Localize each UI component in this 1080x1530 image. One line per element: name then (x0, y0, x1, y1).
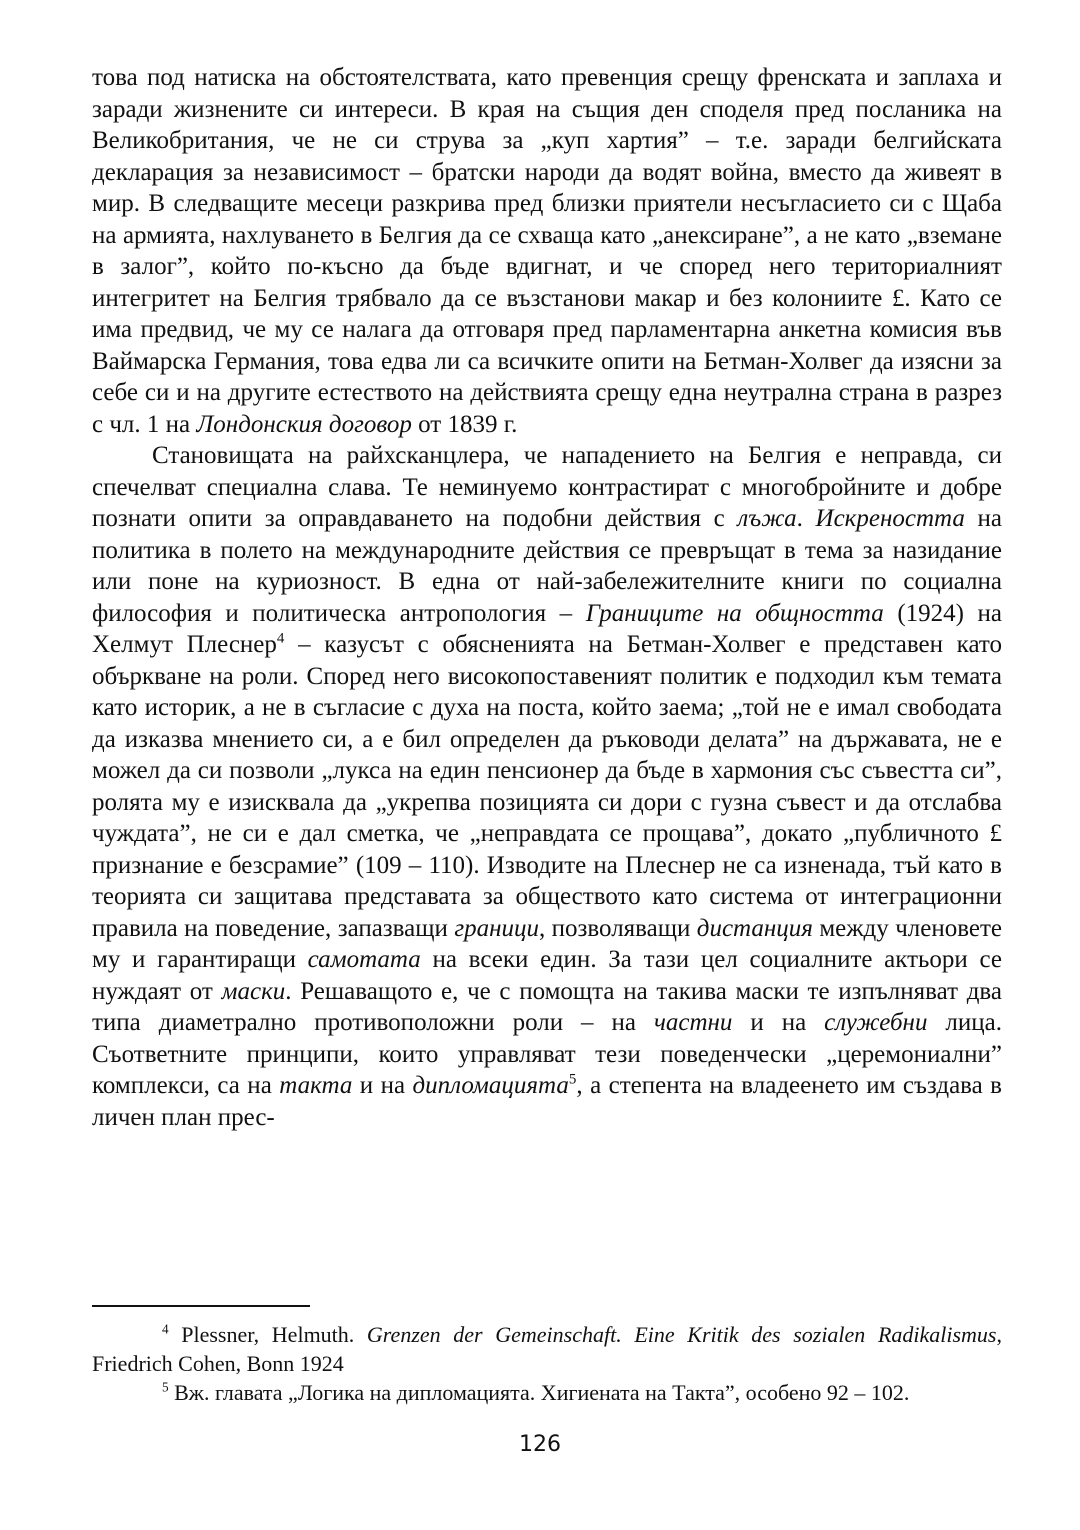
main-text (92, 62, 1002, 1133)
italic-title: Лондонския договор (196, 410, 412, 438)
footnote-ref-4[interactable]: 4 (276, 630, 285, 647)
page-number: 126 (519, 1432, 561, 1457)
footnote-mark-4: 4 (162, 1321, 169, 1337)
footnote-5: $^5$ Вж. главата „Логика на дипломацията. Хигиената на Такта”, особено 92 – 102. (162, 1379, 910, 1405)
footnote-4: $^4$ Plessner, Helmuth. Grenzen der Gemeinschaft. Eine Kritik des sozialen Radikalismus, Friedrich Cohen, Bonn 1924 (92, 1321, 1002, 1376)
footnote-ref-5[interactable]: 5 (568, 1071, 577, 1088)
paragraph-1: това под натиска на обстоятелствата, като превенция срещу френската и заплаха и заради жизнените си интереси. В края на същия ден споделя пред посланика на Великобритания, че не си струва за „куп хартия” – т.е. заради белгийската декларация за независимост – братски народи да водят война, вместо да живеят в мир. В следващите месеци разкрива пред близки приятели несъгласието си с Щаба на армията, нахлуването в Белгия да се схваща като „анексиране”, а не като „вземане в залог”, който по-късно да бъде вдигнат, и че според него териториалният интегритет на Белгия трябвало да се възстанови макар и без колониите £. Като се има предвид, че му се налага да отговаря пред парламентарна анкетна комисия във Ваймарска Германия, това едва ли са всичките опити на Бетман-Холвег да изясни за себе си и на другите естеството на действията срещу една неутрална страна в разрез с чл. 1 на Лондонския договор от 1839 г. (92, 64, 1002, 438)
footnote-mark-5: 5 (162, 1379, 169, 1395)
footnotes (92, 1320, 1002, 1407)
paragraph-2: Становищата на райхсканцлера, че нападението на Белгия е неправда, си спечелват специална слава. Те неминуемо контрастират с многобройните и добре познати опити за оправдаването на подобни действия с лъжа. Искреността на политика в полето на международните действия се превръщат в тема за назидание или поне на куриозност. В една от най-забележителните книги по социална философия и политическа антропология – Границите на общността (1924) на Хелмут Плеснер$^4$ – казусът с обясненията на Бетман-Холвег е представен като объркване на роли. Според него високопоставеният политик е подходил към темата като историк, а не в съгласие с духа на поста, който заема; „той не е имал свободата да изказва мнението си, а е бил определен да ръководи делата” на държавата, не е можел да си позволи „лукса на един пенсионер да бъде в хармония със съвестта си”, ролята му е изисквала да „укрепва позицията си дори с гузна съвест и да отслабва чуждата”, не си е дал сметка, че „неправдата се прощава”, докато „публичното £ признание е безсрамие” (109 – 110). Изводите на Плеснер не са изненада, тъй като в теорията си защитава представата за обществото като система от интеграционни правила на поведение, запазващи граници, позволяващи дистанция между членовете му и гарантиращи самотата на всеки един. За тази цел социалните актьори се нуждаят от маски. Решаващото е, че с помощта на такива маски те изпълняват два типа диаметрално противоположни роли – на частни и на служебни лица. Съответните принципи, които управляват тези поведенчески „церемониални” комплекси, са на такта и на дипломацията$^5$, а степента на владеенето им създава в личен план прес- (92, 442, 1002, 1131)
footnote-divider (92, 1305, 310, 1307)
